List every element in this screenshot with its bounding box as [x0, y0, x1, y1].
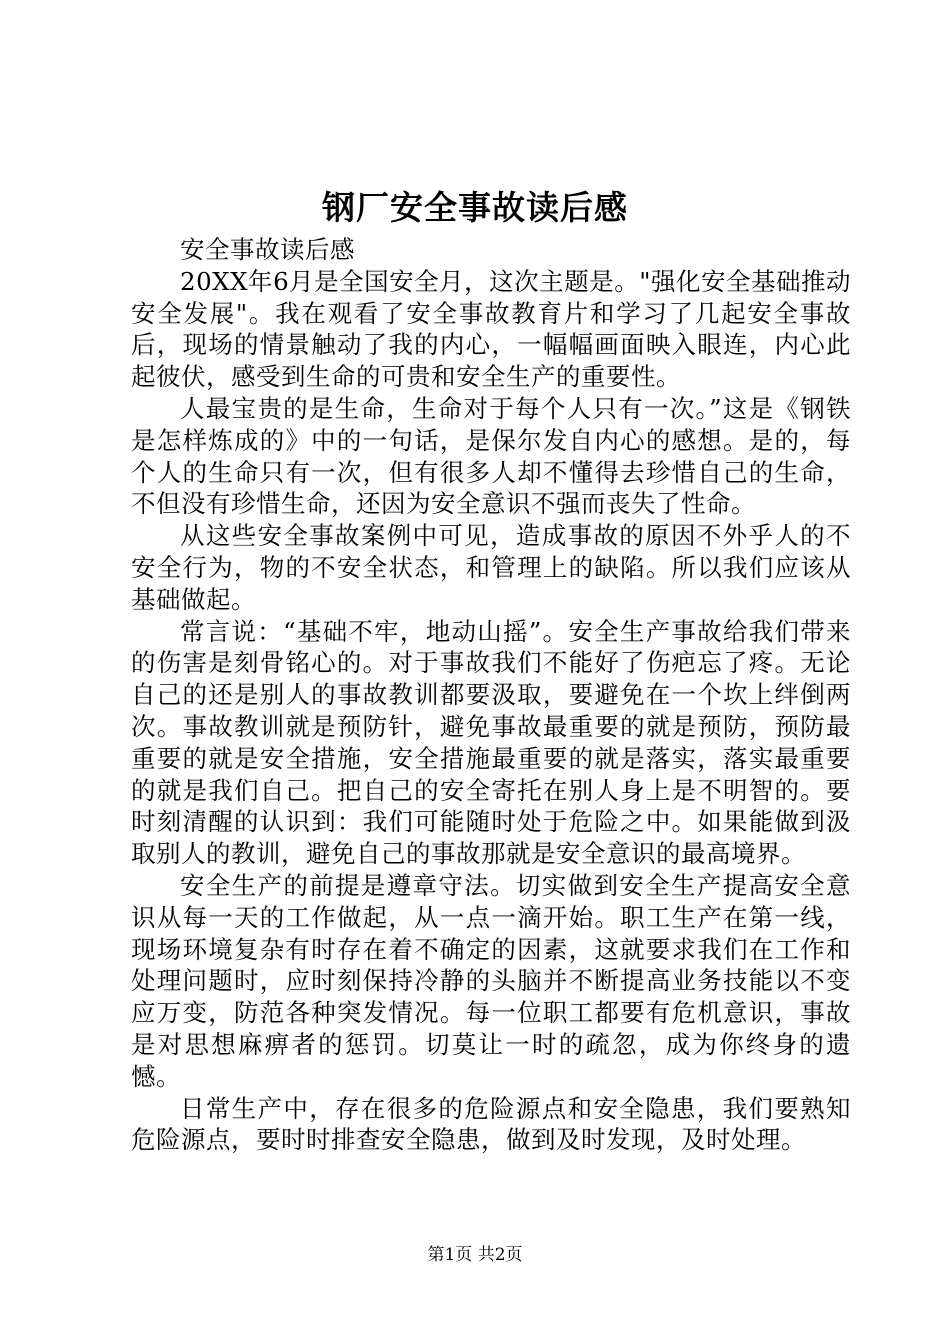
document-title: 钢厂安全事故读后感	[322, 188, 628, 227]
page-number-footer: 第1页 共2页	[427, 1245, 523, 1265]
body-paragraph: 从这些安全事故案例中可见，造成事故的原因不外乎人的不安全行为，物的不安全状态，和管理上的缺陷。所以我们应该从基础做起。	[131, 521, 851, 614]
document-body	[131, 234, 851, 1156]
subtitle-paragraph: 安全事故读后感	[180, 235, 355, 264]
body-paragraph: 安全生产的前提是遵章守法。切实做到安全生产提高安全意识从每一天的工作做起，从一点一滴开始。职工生产在第一线，现场环境复杂有时存在着不确定的因素，这就要求我们在工作和处理问题时，应时刻保持冷静的头脑并不断提高业务技能以不变应万变，防范各种突发情况。每一位职工都要有危机意识，事故是对思想麻痹者的惩罚。切莫让一时的疏忽，成为你终身的遗憾。	[131, 870, 851, 1091]
body-paragraph: 20XX年6月是全国安全月，这次主题是。"强化安全基础推动安全发展"。我在观看了安全事故教育片和学习了几起安全事故后，现场的情景触动了我的内心，一幅幅画面映入眼连，内心此起彼伏，感受到生命的可贵和安全生产的重要性。	[131, 266, 851, 392]
body-paragraph: 常言说：“基础不牢，地动山摇”。安全生产事故给我们带来的伤害是刻骨铭心的。对于事故我们不能好了伤疤忘了疼。无论自己的还是别人的事故教训都要汲取，要避免在一个坎上绊倒两次。事故教训就是预防针，避免事故最重要的就是预防，预防最重要的就是安全措施，安全措施最重要的就是落实，落实最重要的就是我们自己。把自己的安全寄托在别人身上是不明智的。要时刻清醒的认识到：我们可能随时处于危险之中。如果能做到汲取别人的教训，避免自己的事故那就是安全意识的最高境界。	[131, 616, 851, 869]
body-paragraph: 日常生产中，存在很多的危险源点和安全隐患，我们要熟知危险源点，要时时排查安全隐患，做到及时发现，及时处理。	[131, 1093, 851, 1155]
body-paragraph: 人最宝贵的是生命，生命对于每个人只有一次。”这是《钢铁是怎样炼成的》中的一句话，是保尔发自内心的感想。是的，每个人的生命只有一次，但有很多人却不懂得去珍惜自己的生命，不但没有珍惜生命，还因为安全意识不强而丧失了性命。	[131, 393, 851, 519]
